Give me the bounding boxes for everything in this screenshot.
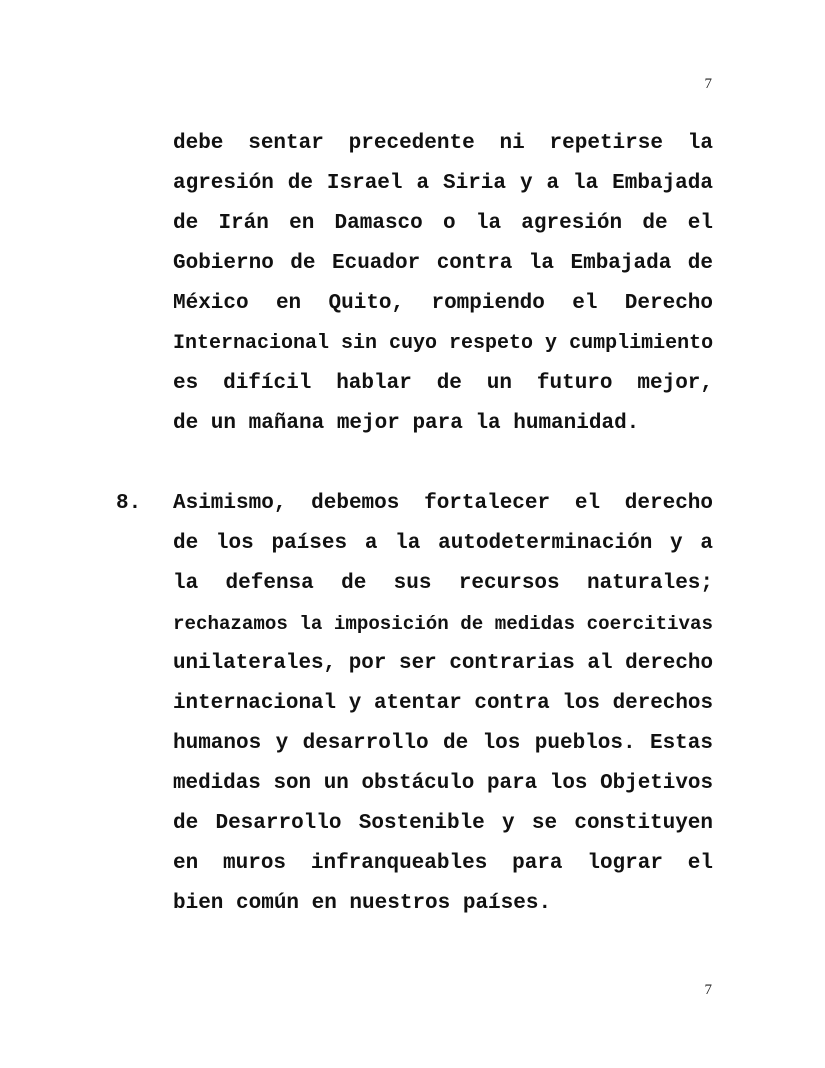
paragraph-line: medidas son un obstáculo para los Objetivos <box>173 772 713 795</box>
paragraph-line: es difícil hablar de un futuro mejor, <box>173 372 713 395</box>
paragraph-line: agresión de Israel a Siria y a la Embajada <box>173 172 713 195</box>
paragraph-line: Asimismo, debemos fortalecer el derecho <box>173 492 713 515</box>
paragraph-line: de Desarrollo Sostenible y se constituyen <box>173 812 713 835</box>
paragraph-continuation <box>173 124 713 444</box>
paragraph-line: rechazamos la imposición de medidas coercitivas <box>173 613 713 635</box>
paragraph-line: en muros infranqueables para lograr el <box>173 852 713 875</box>
paragraph-line: de Irán en Damasco o la agresión de el <box>173 212 713 235</box>
paragraph-line: humanos y desarrollo de los pueblos. Estas <box>173 732 713 755</box>
paragraph-line: internacional y atentar contra los derechos <box>173 692 713 715</box>
list-item-number: 8. <box>116 492 142 515</box>
paragraph-item-8 <box>173 484 713 924</box>
page-number-bottom: 7 <box>704 982 712 998</box>
page-number-top: 7 <box>704 76 712 92</box>
paragraph-line: bien común en nuestros países. <box>173 892 552 915</box>
paragraph-line: México en Quito, rompiendo el Derecho <box>173 292 713 315</box>
paragraph-line: Gobierno de Ecuador contra la Embajada de <box>173 252 713 275</box>
paragraph-line: de un mañana mejor para la humanidad. <box>173 412 640 435</box>
paragraph-line: Internacional sin cuyo respeto y cumplimiento <box>173 332 714 355</box>
paragraph-line: debe sentar precedente ni repetirse la <box>173 132 713 155</box>
paragraph-line: la defensa de sus recursos naturales; <box>173 572 713 595</box>
paragraph-line: unilaterales, por ser contrarias al derecho <box>173 652 713 675</box>
paragraph-line: de los países a la autodeterminación y a <box>173 532 713 555</box>
